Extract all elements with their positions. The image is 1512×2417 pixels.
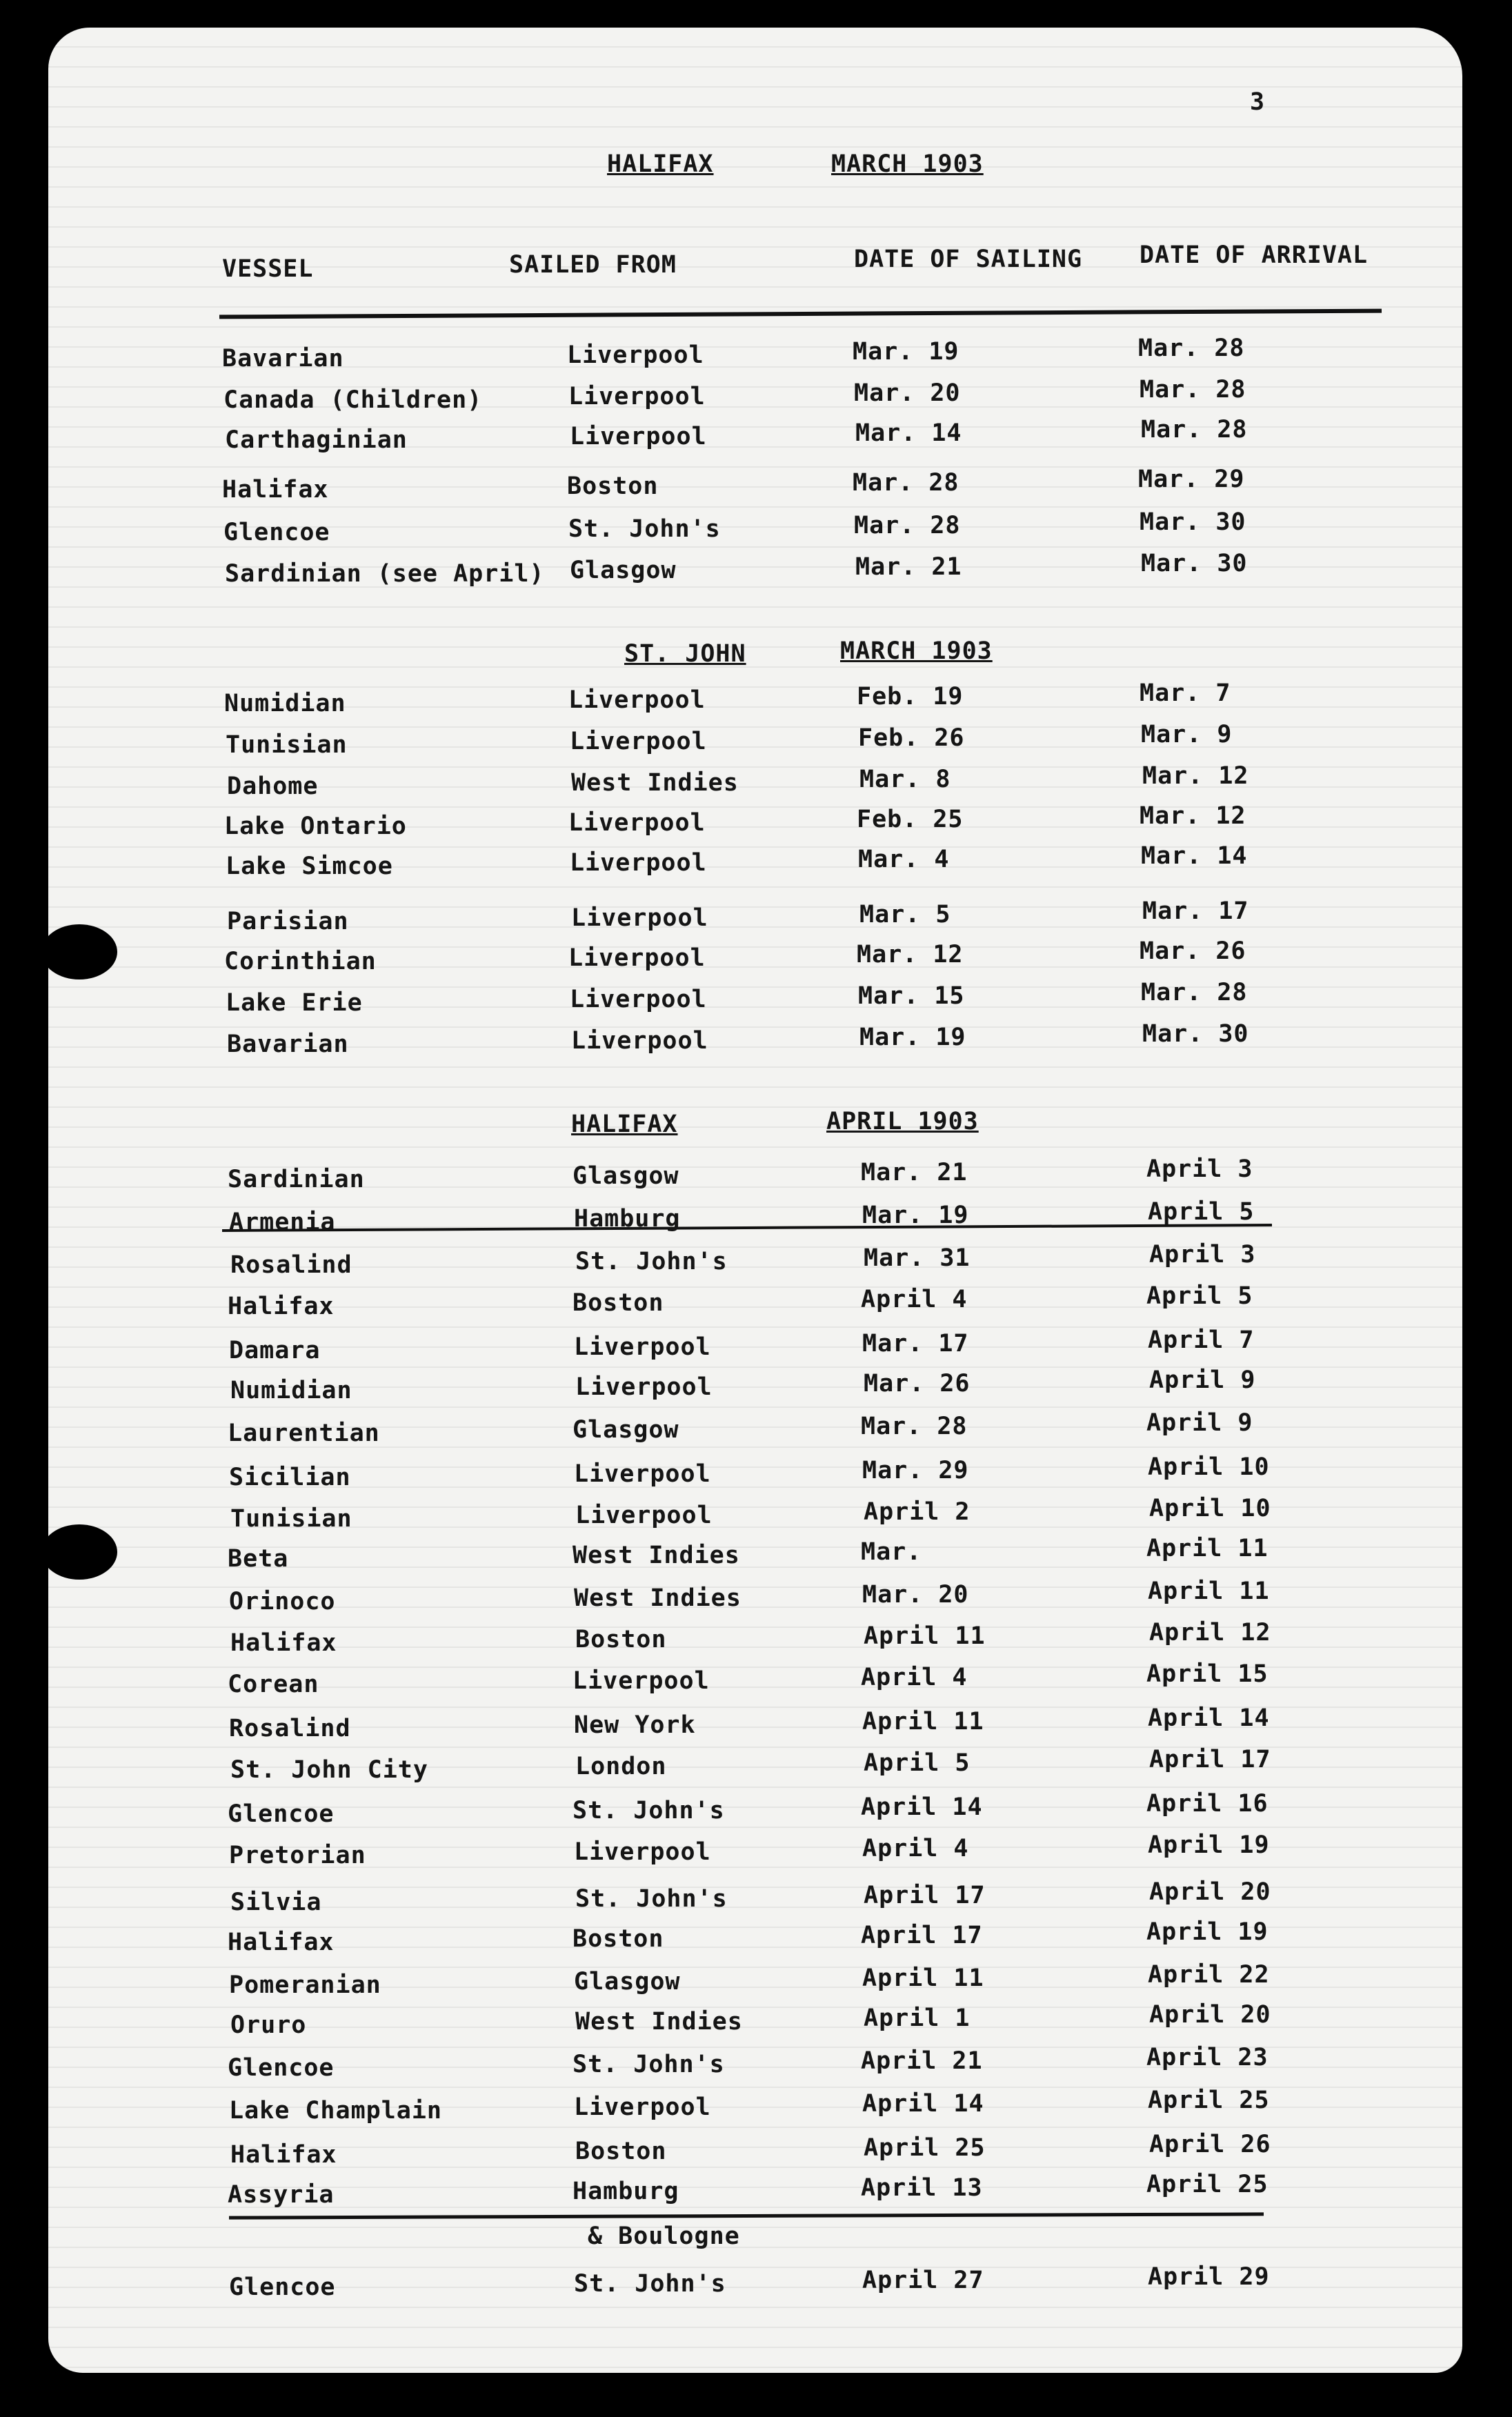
date-sailing-cell: Feb. 25 [857, 806, 964, 833]
date-arrival-cell: April 3 [1146, 1155, 1253, 1183]
date-sailing-cell: Mar. 4 [858, 846, 950, 873]
sailed-from-cell: Liverpool [570, 728, 707, 755]
date-sailing-cell: April 27 [862, 2267, 984, 2294]
strike-rule [222, 1224, 1272, 1232]
date-sailing-cell: Mar. 20 [854, 379, 961, 407]
date-arrival-cell: April 11 [1148, 1578, 1270, 1605]
date-arrival-cell: April 15 [1146, 1660, 1269, 1688]
date-sailing-cell: Mar. 28 [853, 469, 959, 497]
date-sailing-cell: April 21 [861, 2047, 983, 2075]
sailed-from-cell: Boston [573, 1289, 664, 1317]
date-sailing-cell: April 14 [861, 1793, 983, 1821]
vessel-cell: Numidian [224, 690, 346, 717]
sailed-from-cell: St. John's [573, 1797, 725, 1824]
sailed-from-cell: Glasgow [573, 1416, 679, 1444]
sailed-from-cell: Liverpool [574, 2093, 711, 2121]
date-sailing-cell: Feb. 19 [857, 683, 964, 710]
sailed-from-cell: Glasgow [574, 1968, 681, 1996]
vessel-cell: Numidian [230, 1377, 352, 1404]
date-sailing-cell: Mar. 28 [854, 512, 961, 539]
date-sailing-cell: April 13 [861, 2174, 983, 2202]
vessel-cell: Corinthian [224, 948, 377, 975]
date-arrival-cell: Mar. 28 [1141, 979, 1248, 1006]
vessel-cell: Parisian [227, 908, 349, 935]
vessel-cell: Rosalind [230, 1251, 352, 1279]
date-sailing-cell: Mar. 19 [853, 338, 959, 366]
date-sailing-cell: Mar. [861, 1538, 922, 1566]
date-sailing-cell: April 1 [864, 2005, 971, 2032]
date-sailing-cell: April 4 [862, 1835, 969, 1862]
date-sailing-cell: Mar. 21 [861, 1159, 968, 1186]
date-sailing-cell: April 14 [862, 2090, 984, 2118]
date-arrival-cell: April 9 [1146, 1409, 1253, 1437]
date-arrival-cell: April 12 [1149, 1619, 1271, 1647]
date-sailing-cell: Mar. 19 [859, 1024, 966, 1051]
column-header-date-of-arrival: DATE OF ARRIVAL [1140, 241, 1369, 269]
vessel-cell: Glencoe [229, 2274, 336, 2301]
date-arrival-cell: April 20 [1149, 2001, 1271, 2029]
date-sailing-cell: Mar. 8 [859, 766, 951, 793]
sailed-from-cell: Boston [575, 2138, 667, 2165]
vessel-cell: Sardinian (see April) [225, 560, 545, 588]
sailed-from-extra: & Boulogne [588, 2222, 740, 2250]
date-sailing-cell: Mar. 29 [862, 1457, 969, 1484]
section-title-period: MARCH 1903 [840, 637, 993, 665]
sailed-from-cell: West Indies [571, 769, 739, 797]
sailed-from-cell: Liverpool [575, 1373, 713, 1401]
vessel-cell: Lake Ontario [224, 813, 407, 840]
date-arrival-cell: Mar. 26 [1140, 937, 1246, 965]
date-arrival-cell: Mar. 14 [1141, 842, 1248, 870]
vessel-cell: Assyria [228, 2181, 335, 2209]
sailed-from-cell: West Indies [573, 1542, 740, 1569]
date-arrival-cell: Mar. 17 [1142, 897, 1249, 925]
vessel-cell: Canada (Children) [223, 386, 483, 414]
vessel-cell: Pomeranian [229, 1971, 381, 1999]
sailed-from-cell: Liverpool [568, 686, 706, 714]
date-arrival-cell: Mar. 30 [1140, 508, 1246, 536]
sailed-from-cell: Liverpool [573, 1667, 710, 1695]
date-arrival-cell: April 5 [1148, 1198, 1255, 1226]
sailed-from-cell: St. John's [574, 2270, 726, 2298]
vessel-cell: Bavarian [222, 345, 344, 372]
section-title-port: HALIFAX [571, 1111, 678, 1138]
date-sailing-cell: Mar. 28 [861, 1413, 968, 1440]
sailed-from-cell: Hamburg [574, 1205, 681, 1233]
section-title-period: MARCH 1903 [831, 150, 984, 178]
date-arrival-cell: Mar. 28 [1138, 335, 1245, 362]
date-arrival-cell: April 25 [1146, 2171, 1269, 2198]
date-arrival-cell: April 17 [1149, 1746, 1271, 1773]
sailed-from-cell: London [575, 1753, 667, 1780]
vessel-cell: Pretorian [229, 1842, 366, 1869]
sailed-from-cell: Liverpool [570, 986, 707, 1013]
vessel-cell: Laurentian [228, 1420, 380, 1447]
date-sailing-cell: Feb. 26 [858, 724, 965, 752]
header-rule [219, 309, 1382, 319]
date-sailing-cell: April 4 [861, 1664, 968, 1691]
vessel-cell: Lake Simcoe [226, 853, 393, 880]
date-arrival-cell: Mar. 30 [1141, 550, 1248, 577]
strike-rule [229, 2212, 1264, 2219]
date-sailing-cell: Mar. 17 [862, 1330, 969, 1357]
date-arrival-cell: April 11 [1146, 1535, 1269, 1562]
sailed-from-cell: St. John's [575, 1885, 728, 1913]
sailed-from-cell: St. John's [575, 1248, 728, 1275]
date-arrival-cell: April 7 [1148, 1326, 1255, 1354]
date-arrival-cell: Mar. 29 [1138, 466, 1245, 493]
date-arrival-cell: Mar. 28 [1141, 416, 1248, 444]
date-arrival-cell: April 20 [1149, 1878, 1271, 1906]
column-header-date-of-sailing: DATE OF SAILING [854, 246, 1083, 273]
date-sailing-cell: Mar. 31 [864, 1244, 971, 1272]
date-arrival-cell: April 19 [1146, 1918, 1269, 1946]
vessel-cell: Corean [228, 1671, 319, 1698]
date-arrival-cell: April 29 [1148, 2263, 1270, 2291]
sailed-from-cell: Liverpool [568, 944, 706, 972]
vessel-cell: Glencoe [228, 1800, 335, 1828]
date-arrival-cell: April 19 [1148, 1831, 1270, 1859]
vessel-cell: Armenia [229, 1208, 336, 1236]
date-sailing-cell: Mar. 26 [864, 1370, 971, 1398]
sailed-from-cell: New York [574, 1711, 696, 1739]
sailed-from-cell: Boston [573, 1925, 664, 1953]
sailed-from-cell: Liverpool [570, 423, 707, 450]
vessel-cell: Oruro [230, 2011, 307, 2039]
date-sailing-cell: April 4 [861, 1286, 968, 1313]
date-arrival-cell: April 9 [1149, 1366, 1256, 1394]
date-sailing-cell: April 17 [861, 1922, 983, 1949]
date-arrival-cell: April 22 [1148, 1961, 1270, 1989]
date-sailing-cell: Mar. 14 [855, 419, 962, 447]
vessel-cell: Carthaginian [225, 426, 408, 454]
column-header-vessel: VESSEL [222, 255, 314, 283]
date-arrival-cell: Mar. 7 [1140, 679, 1231, 707]
vessel-cell: Sardinian [228, 1166, 365, 1193]
vessel-cell: Halifax [230, 1629, 337, 1657]
section-title-port: ST. JOHN [624, 640, 746, 668]
date-arrival-cell: April 5 [1146, 1282, 1253, 1310]
vessel-cell: Beta [228, 1545, 289, 1573]
vessel-cell: Tunisian [226, 731, 348, 759]
sailed-from-cell: Hamburg [573, 2178, 679, 2205]
vessel-cell: Rosalind [229, 1715, 351, 1742]
sailed-from-cell: Liverpool [574, 1838, 711, 1866]
date-sailing-cell: April 17 [864, 1882, 986, 1909]
date-arrival-cell: April 26 [1149, 2131, 1271, 2158]
sailed-from-cell: Glasgow [573, 1162, 679, 1190]
date-sailing-cell: April 11 [862, 1965, 984, 1992]
date-sailing-cell: Mar. 21 [855, 553, 962, 581]
date-arrival-cell: April 16 [1146, 1790, 1269, 1818]
sailed-from-cell: West Indies [574, 1584, 742, 1612]
date-sailing-cell: Mar. 15 [858, 982, 965, 1010]
date-sailing-cell: April 5 [864, 1749, 971, 1777]
date-arrival-cell: Mar. 30 [1142, 1020, 1249, 1048]
vessel-cell: Lake Champlain [229, 2097, 443, 2125]
section-title-period: APRIL 1903 [826, 1108, 979, 1135]
sailed-from-cell: Liverpool [570, 849, 707, 877]
vessel-cell: Silvia [230, 1889, 322, 1916]
date-sailing-cell: April 25 [864, 2134, 986, 2162]
vessel-cell: Lake Erie [226, 989, 363, 1017]
vessel-cell: St. John City [230, 1756, 428, 1784]
vessel-cell: Halifax [228, 1293, 335, 1320]
sailed-from-cell: Liverpool [574, 1460, 711, 1488]
date-arrival-cell: Mar. 28 [1140, 376, 1246, 404]
date-sailing-cell: April 2 [864, 1498, 971, 1526]
vessel-cell: Damara [229, 1337, 321, 1364]
date-arrival-cell: April 10 [1149, 1495, 1271, 1522]
date-arrival-cell: Mar. 9 [1141, 721, 1233, 748]
date-arrival-cell: Mar. 12 [1140, 802, 1246, 830]
date-sailing-cell: Mar. 20 [862, 1581, 969, 1609]
date-arrival-cell: April 10 [1148, 1453, 1270, 1481]
vessel-cell: Orinoco [229, 1588, 336, 1615]
sailed-from-cell: Liverpool [571, 1027, 708, 1055]
date-sailing-cell: Mar. 19 [862, 1202, 969, 1229]
date-arrival-cell: April 14 [1148, 1704, 1270, 1732]
vessel-cell: Glencoe [228, 2054, 335, 2082]
vessel-cell: Halifax [228, 1929, 335, 1956]
sailed-from-cell: Liverpool [574, 1333, 711, 1361]
date-sailing-cell: April 11 [862, 1708, 984, 1735]
sailed-from-cell: Boston [575, 1626, 667, 1653]
vessel-cell: Dahome [227, 773, 319, 800]
vessel-cell: Tunisian [230, 1505, 352, 1533]
sailed-from-cell: Liverpool [575, 1502, 713, 1529]
page-number: 3 [1250, 88, 1266, 116]
sailed-from-cell: Boston [567, 473, 659, 500]
sailed-from-cell: West Indies [575, 2008, 743, 2036]
sailed-from-cell: Glasgow [570, 557, 677, 584]
sailed-from-cell: Liverpool [571, 904, 708, 932]
sailed-from-cell: Liverpool [568, 383, 706, 410]
column-header-sailed-from: SAILED FROM [509, 251, 677, 279]
vessel-cell: Glencoe [223, 519, 330, 546]
vessel-cell: Halifax [222, 476, 329, 504]
date-arrival-cell: Mar. 12 [1142, 762, 1249, 790]
section-title-port: HALIFAX [607, 150, 714, 178]
date-arrival-cell: April 23 [1146, 2044, 1269, 2071]
date-arrival-cell: April 3 [1149, 1241, 1256, 1269]
sailed-from-cell: Liverpool [568, 809, 706, 837]
vessel-cell: Sicilian [229, 1464, 351, 1491]
date-sailing-cell: Mar. 12 [857, 941, 964, 968]
sailed-from-cell: Liverpool [567, 341, 704, 369]
date-arrival-cell: April 25 [1148, 2087, 1270, 2114]
date-sailing-cell: Mar. 5 [859, 901, 951, 928]
vessel-cell: Halifax [230, 2141, 337, 2169]
sailed-from-cell: St. John's [568, 515, 721, 543]
sailed-from-cell: St. John's [573, 2051, 725, 2078]
date-sailing-cell: April 11 [864, 1622, 986, 1650]
vessel-cell: Bavarian [227, 1031, 349, 1058]
